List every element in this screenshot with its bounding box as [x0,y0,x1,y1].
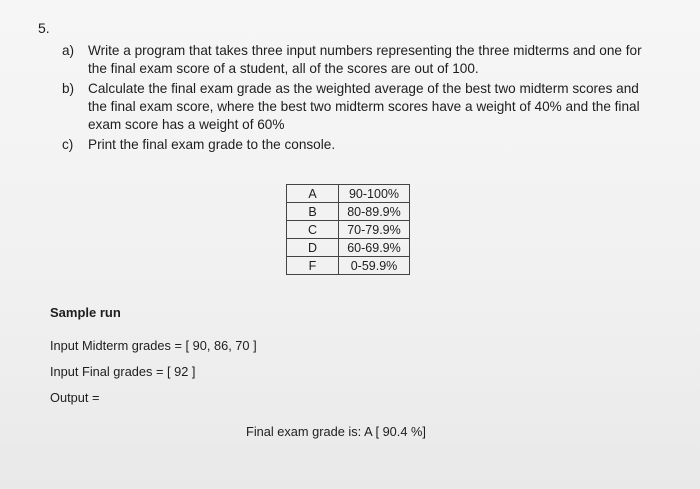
grade-range: 0-59.9% [339,257,410,275]
grade-range: 80-89.9% [339,203,410,221]
grade-range: 60-69.9% [339,239,410,257]
question-item-b [62,80,652,134]
sample-result-line: Final exam grade is: A [ 90.4 %] [246,424,426,439]
grade-letter: F [287,257,339,275]
table-row [287,185,410,203]
table-row [287,203,410,221]
table-row [287,221,410,239]
question-number: 5. [38,20,50,36]
sample-output-line: Output = [50,390,100,405]
grade-letter: D [287,239,339,257]
grade-letter: C [287,221,339,239]
grade-range: 90-100% [339,185,410,203]
grade-letter: A [287,185,339,203]
sample-midterm-line: Input Midterm grades = [ 90, 86, 70 ] [50,338,257,353]
item-marker: b) [62,81,75,96]
item-marker: c) [62,137,74,152]
grade-range: 70-79.9% [339,221,410,239]
grade-scale-table [286,184,410,275]
table-row [287,239,410,257]
question-item-a [62,42,652,78]
item-text: Print the final exam grade to the console. [88,137,336,152]
question-items [62,42,652,156]
sample-final-line: Input Final grades = [ 92 ] [50,364,196,379]
item-marker: a) [62,43,75,58]
table-row [287,257,410,275]
grade-letter: B [287,203,339,221]
question-item-c [62,136,652,154]
item-text: Write a program that takes three input numbers representing the three midterms and one for the final exam score of a student, all of the scores are out of 100. [88,43,642,76]
item-text: Calculate the final exam grade as the weighted average of the best two midterm scores and the final exam score, where the best two midterm scores have a weight of 40% and the final exam score has a weight of 60% [88,81,640,132]
sample-run-title: Sample run [50,305,121,320]
